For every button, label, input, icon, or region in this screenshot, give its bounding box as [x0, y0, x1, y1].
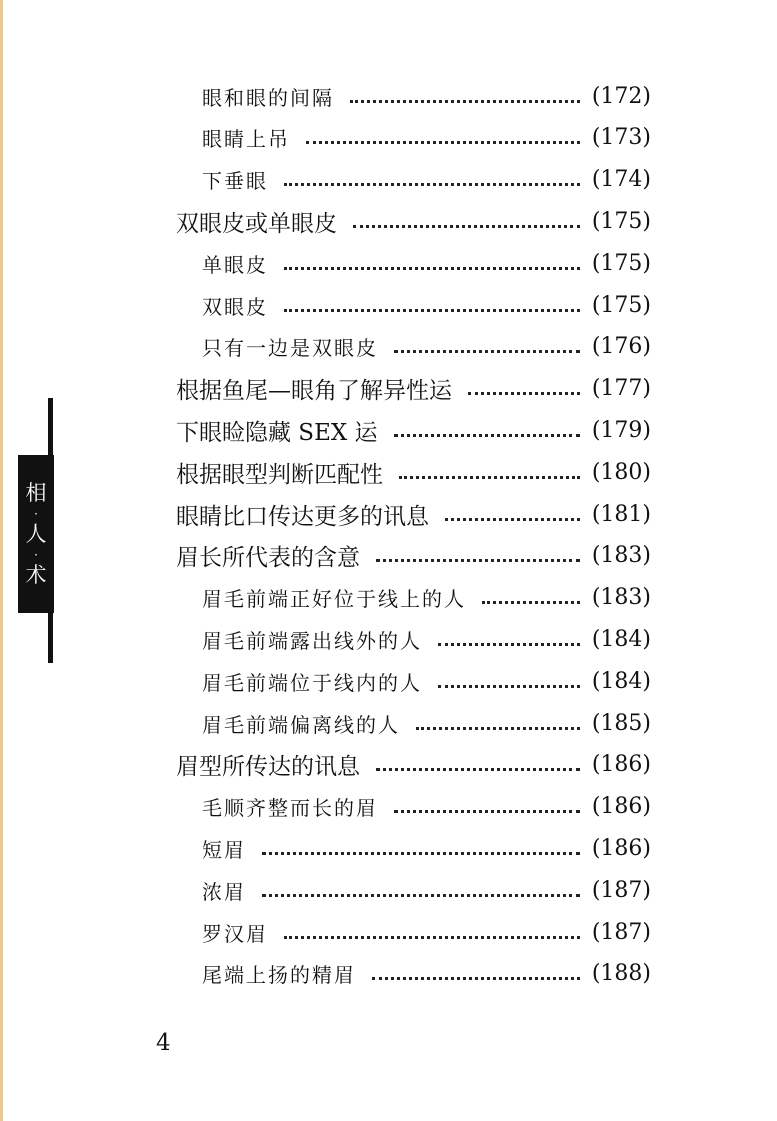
toc-entry-page: (188)	[591, 961, 651, 987]
side-tab-char: 术	[25, 562, 47, 587]
dot-leader	[468, 390, 580, 395]
dot-leader	[262, 892, 580, 897]
toc-entry-page: (175)	[591, 292, 651, 318]
toc-entry[interactable]	[202, 661, 651, 701]
side-tab-char: 人	[25, 521, 47, 546]
dot-leader	[399, 474, 580, 479]
dot-leader	[438, 683, 580, 688]
toc-entry[interactable]	[176, 452, 651, 492]
toc-entry[interactable]	[202, 703, 651, 743]
toc-entry-page: (187)	[591, 919, 651, 945]
toc-entry-page: (187)	[591, 877, 651, 903]
toc-entry[interactable]	[202, 327, 651, 367]
toc-entry[interactable]	[176, 745, 651, 785]
dot-leader	[394, 432, 580, 437]
toc-entry[interactable]	[202, 954, 651, 994]
dot-leader	[445, 516, 580, 521]
dot-leader	[353, 223, 580, 228]
toc-entry-page: (183)	[591, 585, 651, 611]
dot-leader	[394, 348, 580, 353]
toc-entry[interactable]	[176, 536, 651, 576]
dot-leader	[306, 139, 580, 144]
toc-entry[interactable]	[202, 76, 651, 116]
dot-leader	[416, 725, 580, 730]
toc-entry-title: 眉毛前端偏离线的人	[202, 712, 400, 737]
toc-entry-title: 单眼皮	[202, 252, 268, 277]
dot-leader	[284, 181, 580, 186]
toc-entry[interactable]	[202, 285, 651, 325]
dot-leader	[284, 934, 580, 939]
toc-entry[interactable]	[176, 369, 651, 409]
toc-entry-title: 眼和眼的间隔	[202, 85, 334, 110]
toc-entry-page: (186)	[591, 794, 651, 820]
toc-entry[interactable]	[202, 578, 651, 618]
toc-entry-page: (177)	[591, 376, 651, 402]
dot-leader	[284, 265, 580, 270]
toc-entry-title: 毛顺齐整而长的眉	[202, 796, 378, 821]
dot-leader	[350, 98, 580, 103]
dot-leader	[482, 599, 580, 604]
toc-entry[interactable]	[202, 619, 651, 659]
toc-entry-page: (175)	[591, 250, 651, 276]
toc-entry-page: (173)	[591, 125, 651, 151]
toc-entry-title: 眉长所代表的含意	[176, 545, 360, 572]
dot-leader	[372, 975, 580, 980]
toc-entry-title: 浓眉	[202, 879, 246, 904]
toc-entry-title: 罗汉眉	[202, 921, 268, 946]
toc-entry-title: 下垂眼	[202, 169, 268, 194]
side-tab-dot: ·	[34, 547, 38, 562]
side-tab	[18, 455, 54, 613]
dot-leader	[262, 850, 580, 855]
toc-entry-page: (184)	[591, 626, 651, 652]
toc-entry-page: (174)	[591, 167, 651, 193]
toc-entry-page: (186)	[591, 835, 651, 861]
toc-entry[interactable]	[176, 410, 651, 450]
toc-entry[interactable]	[202, 912, 651, 952]
toc-entry-page: (184)	[591, 668, 651, 694]
dot-leader	[376, 766, 580, 771]
toc-entry-title: 眉毛前端露出线外的人	[202, 628, 422, 653]
dot-leader	[394, 808, 580, 813]
dot-leader	[376, 557, 580, 562]
toc-entry-title: 根据眼型判断匹配性	[176, 461, 383, 488]
toc-entry-title: 根据鱼尾—眼角了解异性运	[176, 378, 452, 405]
toc-entry-page: (175)	[591, 208, 651, 234]
toc-entry[interactable]	[202, 828, 651, 868]
toc-entry-page: (179)	[591, 417, 651, 443]
toc-entry-title: 眼睛比口传达更多的讯息	[176, 503, 429, 530]
toc-entry-title: 眉型所传达的讯息	[176, 754, 360, 781]
toc-entry-title: 眉毛前端位于线内的人	[202, 670, 422, 695]
toc-entry[interactable]	[176, 494, 651, 534]
page-number: 4	[156, 1030, 171, 1056]
side-tab-char: 相	[25, 480, 47, 505]
toc-entry[interactable]	[176, 201, 651, 241]
toc-entry[interactable]	[202, 243, 651, 283]
toc-entry-title: 只有一边是双眼皮	[202, 336, 378, 361]
toc-entry[interactable]	[202, 118, 651, 158]
toc-entry[interactable]	[202, 870, 651, 910]
dot-leader	[284, 307, 580, 312]
toc-entry-page: (183)	[591, 543, 651, 569]
toc-entry-title: 眉毛前端正好位于线上的人	[202, 587, 466, 612]
dot-leader	[438, 641, 580, 646]
toc-entry-title: 眼睛上吊	[202, 127, 290, 152]
toc-entry-title: 尾端上扬的精眉	[202, 963, 356, 988]
toc-entry-page: (180)	[591, 459, 651, 485]
page-edge	[0, 0, 3, 1121]
toc-entry-title: 下眼睑隐藏 SEX 运	[176, 419, 378, 446]
toc-entry[interactable]	[202, 787, 651, 827]
toc-entry-page: (176)	[591, 334, 651, 360]
toc-entry[interactable]	[202, 160, 651, 200]
toc-entry-page: (172)	[591, 83, 651, 109]
toc-entry-page: (185)	[591, 710, 651, 736]
side-tab-dot: ·	[34, 506, 38, 521]
toc-entry-title: 双眼皮或单眼皮	[176, 210, 337, 237]
toc-entry-page: (181)	[591, 501, 651, 527]
toc-entry-title: 短眉	[202, 837, 246, 862]
toc-entry-page: (186)	[591, 752, 651, 778]
toc-entry-title: 双眼皮	[202, 294, 268, 319]
